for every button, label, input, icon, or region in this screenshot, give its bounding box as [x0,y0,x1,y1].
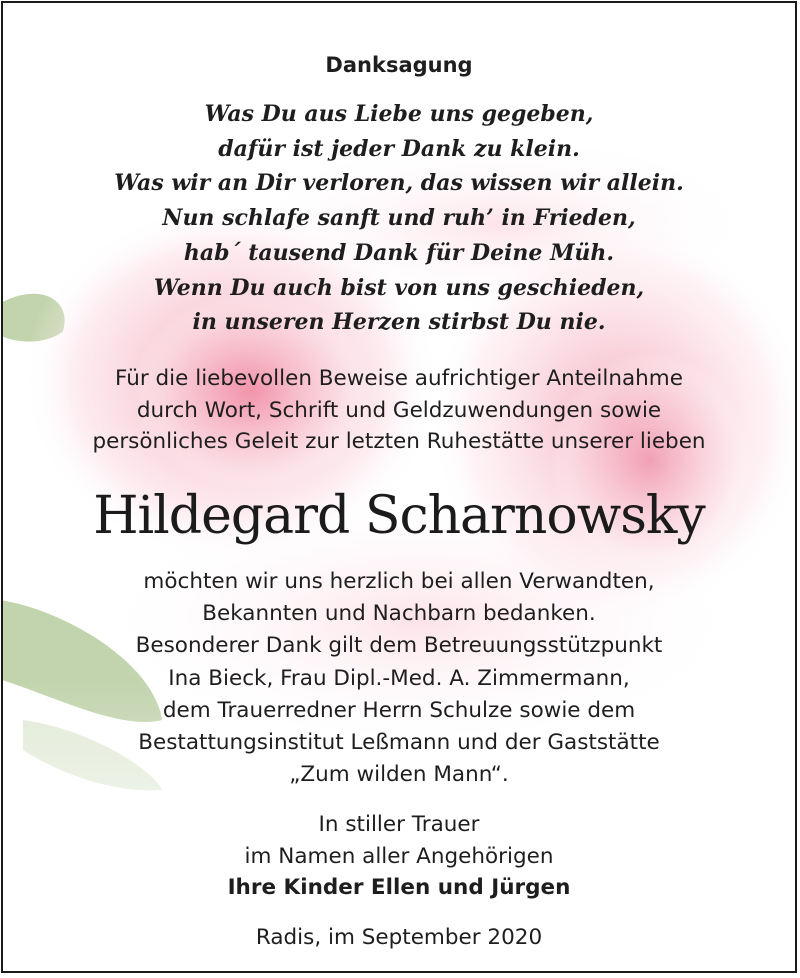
poem-line: Wenn Du auch bist von uns geschieden, [153,274,645,301]
thanks-line: möchten wir uns herzlich bei allen Verwandten, [143,569,655,594]
thanks-line: „Zum wilden Mann“. [289,762,509,788]
poem-line: hab´ tausend Dank für Deine Müh. [183,239,615,266]
poem-line: dafür ist jeder Dank zu klein. [218,135,580,162]
intro-line: durch Wort, Schrift und Geldzuwendungen sowie [136,397,662,423]
poem-line: Nun schlafe sanft und ruh’ in Frieden, [162,205,636,232]
poem [3,97,795,340]
obituary-text [3,3,795,971]
closing-line: im Namen aller Angehörigen [244,843,554,869]
intro-text [3,363,795,458]
thanks-line: Bestattungsinstitut Leßmann und der Gaststätte [138,730,660,756]
signature: Ihre Kinder Ellen und Jürgen [227,875,571,900]
poem-line: Was Du aus Liebe uns gegeben, [204,101,594,127]
poem-line: in unseren Herzen stirbst Du nie. [192,309,606,336]
thanks-line: dem Trauerredner Herrn Schulze sowie dem [162,697,636,723]
heading: Danksagung [325,53,473,77]
intro-line: Für die liebevollen Beweise aufrichtiger Anteilnahme [115,366,683,391]
poem-line: Was wir an Dir verloren, das wissen wir allein. [114,170,684,197]
closing [3,809,795,904]
thanks-text [3,566,795,791]
thanks-line: Besonderer Dank gilt dem Betreuungsstützpunkt [135,633,663,659]
obituary-card [1,1,797,973]
place-date: Radis, im September 2020 [255,925,543,950]
intro-line: persönliches Geleit zur letzten Ruhestätte unserer lieben [92,429,706,455]
thanks-line: Bekannten und Nachbarn bedanken. [202,601,596,627]
closing-line: In stiller Trauer [318,812,480,837]
deceased-name: Hildegard Scharnowsky [93,486,705,546]
thanks-line: Ina Bieck, Frau Dipl.-Med. A. Zimmermann, [168,665,630,691]
